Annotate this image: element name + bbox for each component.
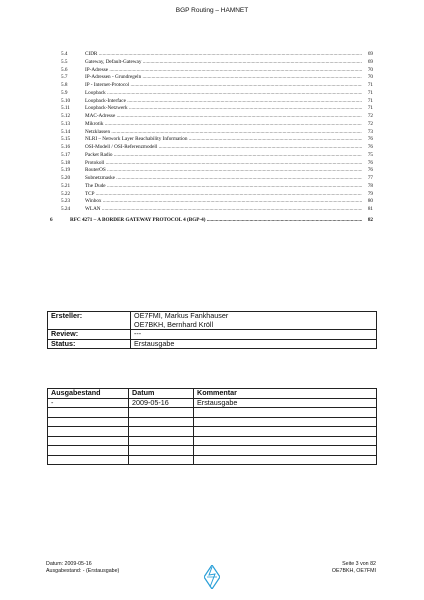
toc-number: 5.19 xyxy=(61,167,71,174)
toc-entry[interactable] xyxy=(48,175,373,183)
toc-number: 5.17 xyxy=(61,151,71,158)
toc-number: 5.9 xyxy=(61,89,68,96)
toc-page: 69 xyxy=(362,59,373,67)
toc-title: IP - Internet-Protocol ..... xyxy=(85,82,362,90)
version-rows xyxy=(48,398,377,465)
toc-page: 82 xyxy=(362,217,373,225)
toc-entry[interactable] xyxy=(48,82,373,90)
version-cell xyxy=(129,446,194,456)
toc-entry[interactable] xyxy=(48,98,373,106)
toc-page: 76 xyxy=(362,144,373,152)
version-cell xyxy=(129,455,194,465)
author-line-2: OE7BKH, Bernhard Kröll xyxy=(134,319,214,329)
toc-number: 5.12 xyxy=(61,113,71,119)
version-row xyxy=(48,408,377,418)
author-line-1: OE7FMI, Markus Fankhauser xyxy=(134,311,229,320)
toc-title: Loopback-Interface ..... xyxy=(85,98,362,106)
version-cell xyxy=(48,446,129,456)
toc-entry[interactable] xyxy=(48,59,373,67)
toc-title: Subnetzmaske ..... xyxy=(85,175,362,183)
toc-title: The Dude ..... xyxy=(85,183,362,191)
version-cell xyxy=(129,427,194,437)
footer-left xyxy=(46,561,119,575)
toc-page: 76 xyxy=(362,136,373,144)
toc-page: 71 xyxy=(362,105,373,113)
toc-entry[interactable] xyxy=(48,191,373,199)
version-cell xyxy=(194,417,377,427)
status-label: Status: xyxy=(48,339,131,349)
toc-number: 5.20 xyxy=(61,175,71,181)
status-value: Erstausgabe xyxy=(131,339,377,349)
toc-entry[interactable] xyxy=(48,113,373,121)
toc-page: 72 xyxy=(362,121,373,129)
toc-number: 5.14 xyxy=(61,128,71,135)
footer-edition: Ausgabestand: - (Erstausgabe) xyxy=(46,567,120,574)
toc-page: 76 xyxy=(362,160,373,168)
toc-number: 5.18 xyxy=(61,159,71,166)
toc-page: 71 xyxy=(362,82,373,90)
toc-page: 70 xyxy=(362,67,373,75)
toc-title: CIDR ..... xyxy=(85,51,362,59)
column-header-kommentar: Kommentar xyxy=(194,389,377,399)
toc-number: 5.13 xyxy=(61,120,71,127)
version-row xyxy=(48,427,377,437)
toc-title: Packet Radio ..... xyxy=(85,152,362,160)
version-cell xyxy=(48,408,129,418)
toc-page: 72 xyxy=(362,113,373,121)
toc-page: 78 xyxy=(362,183,373,191)
toc-number: 5.10 xyxy=(61,97,71,104)
footer-authors: OE7BKH, OE7FMI xyxy=(331,567,376,574)
toc-number: 5.15 xyxy=(61,136,71,143)
toc-title: Netzklassen ..... xyxy=(85,129,362,137)
version-row xyxy=(48,398,377,408)
toc-title: Winbox ..... xyxy=(85,198,362,206)
toc-entry[interactable] xyxy=(48,198,373,206)
toc-page: 80 xyxy=(362,198,373,206)
toc-page: 73 xyxy=(362,129,373,137)
status-row xyxy=(48,339,377,349)
toc-entry[interactable] xyxy=(48,206,373,214)
version-row xyxy=(48,455,377,465)
footer-date: Datum: 2009-05-16 xyxy=(46,561,92,567)
toc-entry[interactable] xyxy=(48,167,373,175)
version-cell xyxy=(194,427,377,437)
toc-title: Protokoll ..... xyxy=(85,160,362,168)
toc-title: Gateway, Default-Gateway ..... xyxy=(85,59,362,67)
review-row xyxy=(48,330,377,340)
review-label: Review: xyxy=(48,330,131,340)
toc-entry-major[interactable] xyxy=(48,217,373,225)
page-header-title: BGP Routing – HAMNET xyxy=(175,7,249,14)
version-cell xyxy=(129,417,194,427)
toc-page: 71 xyxy=(362,98,373,106)
toc-entry[interactable] xyxy=(48,160,373,168)
toc-entry[interactable] xyxy=(48,136,373,144)
toc-number: 5.21 xyxy=(61,182,71,189)
toc-entry[interactable] xyxy=(48,144,373,152)
toc-page: 75 xyxy=(362,152,373,160)
toc-title: RFC 4271 – A BORDER GATEWAY PROTOCOL 4 (BGP-4) ..... xyxy=(70,217,362,225)
version-cell xyxy=(194,436,377,446)
version-row xyxy=(48,417,377,427)
version-cell xyxy=(48,427,129,437)
table-of-contents xyxy=(48,51,373,225)
toc-entry[interactable] xyxy=(48,51,373,59)
version-cell xyxy=(48,436,129,446)
toc-entry[interactable] xyxy=(48,105,373,113)
toc-title: RouterOS ..... xyxy=(85,167,362,175)
toc-number: 5.23 xyxy=(61,198,71,205)
toc-title: NLRI – Network Layer Reachability Information ..... xyxy=(85,136,362,144)
version-cell xyxy=(129,436,194,446)
toc-page: 76 xyxy=(362,167,373,175)
footer-page-number: Seite 3 von 82 xyxy=(342,561,376,567)
toc-number: 5.16 xyxy=(61,144,71,150)
toc-title: Mikrotik ..... xyxy=(85,121,362,129)
version-cell xyxy=(194,455,377,465)
version-row xyxy=(48,446,377,456)
toc-page: 79 xyxy=(362,191,373,199)
toc-page: 71 xyxy=(362,90,373,98)
toc-entry[interactable] xyxy=(48,152,373,160)
version-header-row xyxy=(48,389,377,399)
author-table xyxy=(47,311,377,349)
toc-number: 5.22 xyxy=(61,190,71,197)
toc-entry[interactable] xyxy=(48,90,373,98)
toc-title: TCP ..... xyxy=(85,191,362,199)
toc-page: 70 xyxy=(362,74,373,82)
version-cell: 2009-05-16 xyxy=(129,398,194,408)
author-label: Ersteller: xyxy=(48,312,131,330)
toc-number: 5.8 xyxy=(61,82,68,88)
toc-number: 5.5 xyxy=(61,58,68,65)
toc-title: IP-Adressen - Grundregeln ..... xyxy=(85,74,362,82)
column-header-datum: Datum xyxy=(129,389,194,399)
toc-page: 69 xyxy=(362,51,373,59)
hamnet-logo-icon xyxy=(204,565,220,589)
version-history-table xyxy=(47,388,377,465)
footer-right xyxy=(332,561,376,575)
version-cell xyxy=(194,408,377,418)
author-row xyxy=(48,312,377,330)
toc-entries xyxy=(48,51,373,214)
review-value: --- xyxy=(131,330,377,340)
toc-entry[interactable] xyxy=(48,121,373,129)
author-value xyxy=(131,312,377,330)
version-cell: Erstausgabe xyxy=(194,398,377,408)
column-header-ausgabestand: Ausgabestand xyxy=(48,389,129,399)
toc-entry[interactable] xyxy=(48,67,373,75)
toc-title: Loopback-Netzwerk ..... xyxy=(85,105,362,113)
toc-entry[interactable] xyxy=(48,74,373,82)
toc-title: Loopback ..... xyxy=(85,90,362,98)
toc-number: 5.24 xyxy=(61,206,71,212)
toc-page: 77 xyxy=(362,175,373,183)
toc-number: 5.4 xyxy=(61,51,68,57)
toc-number: 5.11 xyxy=(61,105,70,112)
toc-title: OSI-Modell / OSI-Referenzmodell ..... xyxy=(85,144,362,152)
version-cell xyxy=(48,417,129,427)
toc-title: MAC-Adresse ..... xyxy=(85,113,362,121)
version-cell xyxy=(48,455,129,465)
toc-number: 6 xyxy=(50,216,53,223)
toc-entry[interactable] xyxy=(48,183,373,191)
toc-number: 5.6 xyxy=(61,66,68,73)
toc-number: 5.7 xyxy=(61,74,68,81)
toc-title: WLAN ..... xyxy=(85,206,362,214)
toc-entry[interactable] xyxy=(48,129,373,137)
version-cell: - xyxy=(48,398,129,408)
version-cell xyxy=(194,446,377,456)
toc-title: IP-Adresse ..... xyxy=(85,67,362,75)
version-cell xyxy=(129,408,194,418)
version-row xyxy=(48,436,377,446)
toc-page: 81 xyxy=(362,206,373,214)
